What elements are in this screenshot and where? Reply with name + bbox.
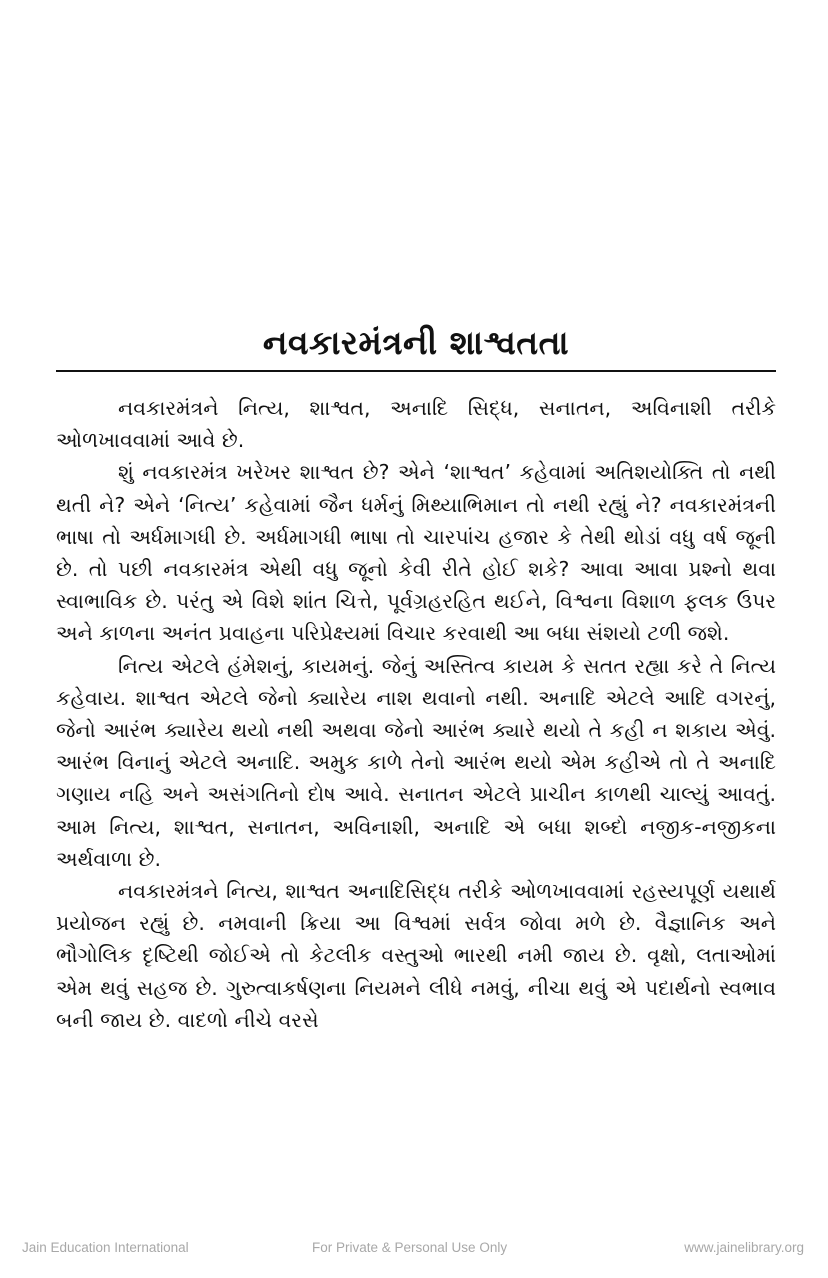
paragraph-3: નિત્ય એટલે હંમેશનું, કાયમનું. જેનું અસ્તિત્વ કાયમ કે સતત રહ્યા કરે તે નિત્ય કહેવાય. શાશ્વત એટલે જેનો ક્યારેય નાશ થવાનો નથી. અનાદિ એટલે આદિ વગરનું, જેનો આરંભ ક્યારેય થયો નથી અથવા જેનો આરંભ ક્યારે થયો તે કહી ન શકાય એવું. આરંભ વિનાનું એટલે અનાદિ. અમુક કાળે તેનો આરંભ થયો એમ કહીએ તો તે અનાદિ ગણાય નહિ અને અસંગતિનો દોષ આવે. સનાતન એટલે પ્રાચીન કાળથી ચાલ્યું આવતું. આમ નિત્ય, શાશ્વત, સનાતન, અવિનાશી, અનાદિ એ બધા શબ્દો નજીક-નજીકના અર્થવાળા છે. bbox=[56, 653, 776, 871]
title-underline-divider bbox=[56, 370, 776, 372]
footer-publisher: Jain Education International bbox=[22, 1240, 189, 1255]
document-page bbox=[56, 0, 776, 1230]
footer-website-link[interactable]: www.jainelibrary.org bbox=[684, 1240, 804, 1255]
paragraph-2: શું નવકારમંત્ર ખરેખર શાશ્વત છે? એને ‘શાશ્વત’ કહેવામાં અતિશયોક્તિ તો નથી થતી ને? એને ‘નિત્ય’ કહેવામાં જૈન ધર્મનું મિથ્યાભિમાન તો નથી રહ્યું ને? નવકારમંત્રની ભાષા તો અર્ધમાગધી છે. અર્ધમાગધી ભાષા તો ચારપાંચ હજાર કે તેથી થોડાં વધુ વર્ષ જૂની છે. તો પછી નવકારમંત્ર એથી વધુ જૂનો કેવી રીતે હોઈ શકે? આવા આવા પ્રશ્નો થવા સ્વાભાવિક છે. પરંતુ એ વિશે શાંત ચિત્તે, પૂર્વગ્રહરહિત થઈને, વિશ્વના વિશાળ ફલક ઉપર અને કાળના અનંત પ્રવાહના પરિપ્રેક્ષ્યમાં વિચાર કરવાથી આ બધા સંશયો ટળી જશે. bbox=[56, 460, 776, 646]
paragraph-1: નવકારમંત્રને નિત્ય, શાશ્વત, અનાદિ સિદ્ધ, સનાતન, અવિનાશી તરીકે ઓળખાવવામાં આવે છે. bbox=[56, 396, 776, 453]
page-title: નવકારમંત્રની શાશ્વતતા bbox=[262, 323, 570, 362]
paragraph-4: નવકારમંત્રને નિત્ય, શાશ્વત અનાદિસિદ્ધ તરીકે ઓળખાવવામાં રહસ્યપૂર્ણ યથાર્થ પ્રયોજન રહ્યું છે. નમવાની ક્રિયા આ વિશ્વમાં સર્વત્ર જોવા મળે છે. વૈજ્ઞાનિક અને ભૌગોલિક દૃષ્ટિથી જોઈએ તો કેટલીક વસ્તુઓ ભારથી નમી જાય છે. વૃક્ષો, લતાઓમાં એમ થવું સહજ છે. ગુરુત્વાકર્ષણના નિયમને લીધે નમવું, નીચા થવું એ પદાર્થનો સ્વભાવ બની જાય છે. વાદળો નીચે વરસે bbox=[56, 879, 776, 1032]
page-footer bbox=[0, 1236, 828, 1260]
footer-usage-notice: For Private & Personal Use Only bbox=[312, 1240, 508, 1255]
body-text bbox=[56, 392, 776, 1036]
